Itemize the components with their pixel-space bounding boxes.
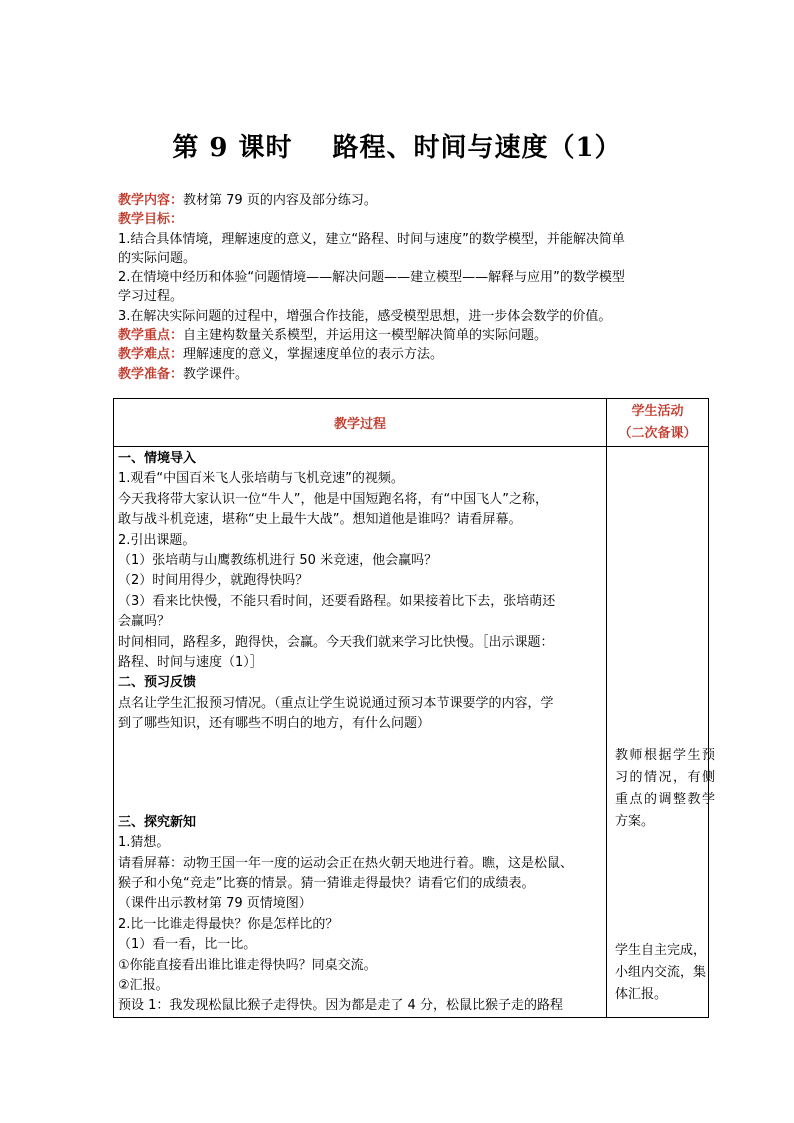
col-header-process: 教学过程 <box>114 399 607 447</box>
text-line: 2.比一比谁走得最快？你是怎样比的？ <box>118 916 339 932</box>
goals-line <box>118 210 718 229</box>
lesson-title <box>0 127 794 164</box>
prep-label: 教学准备： <box>118 366 184 382</box>
difficulty-line <box>118 345 718 364</box>
lesson-number: 第 9 课时 <box>172 133 293 163</box>
text-line: 1.观看“中国百米飞人张培萌与飞机竞速”的视频。 <box>118 471 404 487</box>
lesson-header <box>118 191 718 384</box>
col-header-activity-line2: （二次备课） <box>618 425 697 441</box>
text-line: 2.引出课题。 <box>118 532 196 548</box>
text-line: 预设 1：我发现松鼠比猴子走得快。因为都是走了 4 分，松鼠比猴子走的路程 <box>118 998 563 1014</box>
teaching-process-table <box>113 398 715 1018</box>
prep-text: 教学课件。 <box>183 366 249 382</box>
text-line: 会赢吗？ <box>118 614 171 630</box>
text-line: 敢与战斗机竞速，堪称“史上最牛大战”。想知道他是谁吗？请看屏幕。 <box>118 512 522 528</box>
difficulty-text: 理解速度的意义，掌握速度单位的表示方法。 <box>183 347 444 363</box>
text-line: 请看屏幕：动物王国一年一度的运动会正在热火朝天地进行着。瞧，这是松鼠、 <box>118 855 574 871</box>
text-line: （1）张培萌与山鹰教练机进行 50 米竞速，他会赢吗？ <box>118 553 438 569</box>
section-heading: 三、探究新知 <box>118 814 197 830</box>
content-text: 教材第 79 页的内容及部分练习。 <box>183 193 377 208</box>
text-line: 路程、时间与速度（1）］ <box>118 655 263 671</box>
prep-line <box>118 365 718 384</box>
text-line: 今天我将带大家认识一位“牛人”，他是中国短跑名将，有“中国飞人”之称， <box>118 491 548 507</box>
activity-note-2: 学生自主完成，小组内交流，集体汇报。 <box>615 943 707 1002</box>
table-header-row <box>114 399 709 447</box>
text-line: 1.猜想。 <box>118 835 170 851</box>
key-label: 教学重点： <box>118 328 184 344</box>
text-line: 猴子和小兔“竞走”比赛的情景。猜一猜谁走得最快？请看它们的成绩表。 <box>118 875 535 891</box>
process-content <box>114 447 607 1018</box>
activity-note-1: 教师根据学生预习的情况，有侧重点的调整教学方案。 <box>615 748 715 829</box>
text-line: 到了哪些知识，还有哪些不明白的地方，有什么问题） <box>118 716 431 732</box>
goal-1a: 1.结合具体情境，理解速度的意义，建立“路程、时间与速度”的数学模型，并能解决简单 <box>118 231 625 247</box>
goal-2a: 2.在情境中经历和体验“问题情境——解决问题——建立模型——解释与应用”的数学模型 <box>118 270 625 286</box>
text-line: ②汇报。 <box>118 977 169 993</box>
content-line <box>118 191 718 210</box>
student-activity-cell <box>607 447 715 1018</box>
text-line: （3）看来比快慢，不能只看时间，还要看路程。如果接着比下去，张培萌还 <box>118 593 556 609</box>
goal-3: 3.在解决实际问题的过程中，增强合作技能，感受模型思想，进一步体会数学的价值。 <box>118 308 612 324</box>
difficulty-label: 教学难点： <box>118 347 184 363</box>
col-header-activity <box>607 399 709 447</box>
goals-label: 教学目标： <box>118 212 184 228</box>
goal-2b: 学习过程。 <box>118 289 184 305</box>
text-line: （课件出示教材第 79 页情境图） <box>118 896 312 912</box>
text-line: 时间相同，路程多，跑得快，会赢。今天我们就来学习比快慢。［出示课题： <box>118 634 554 650</box>
text-line: 点名让学生汇报预习情况。（重点让学生说说通过预习本节课要学的内容，学 <box>118 695 554 711</box>
goal-1b: 的实际问题。 <box>118 250 197 266</box>
col-header-activity-line1: 学生活动 <box>631 403 684 419</box>
text-line: （1）看一看，比一比。 <box>118 937 257 953</box>
table-body-row <box>114 447 709 1018</box>
lesson-topic: 路程、时间与速度（1） <box>332 133 622 163</box>
key-line <box>118 326 718 345</box>
text-line: （2）时间用得少，就跑得快吗？ <box>118 573 309 589</box>
text-line: ①你能直接看出谁比谁走得快吗？同桌交流。 <box>118 957 377 973</box>
key-text: 自主建构数量关系模型，并运用这一模型解决简单的实际问题。 <box>183 328 548 344</box>
section-heading: 一、情境导入 <box>118 451 197 466</box>
content-label: 教学内容： <box>118 193 184 208</box>
section-heading: 二、预习反馈 <box>118 675 197 691</box>
